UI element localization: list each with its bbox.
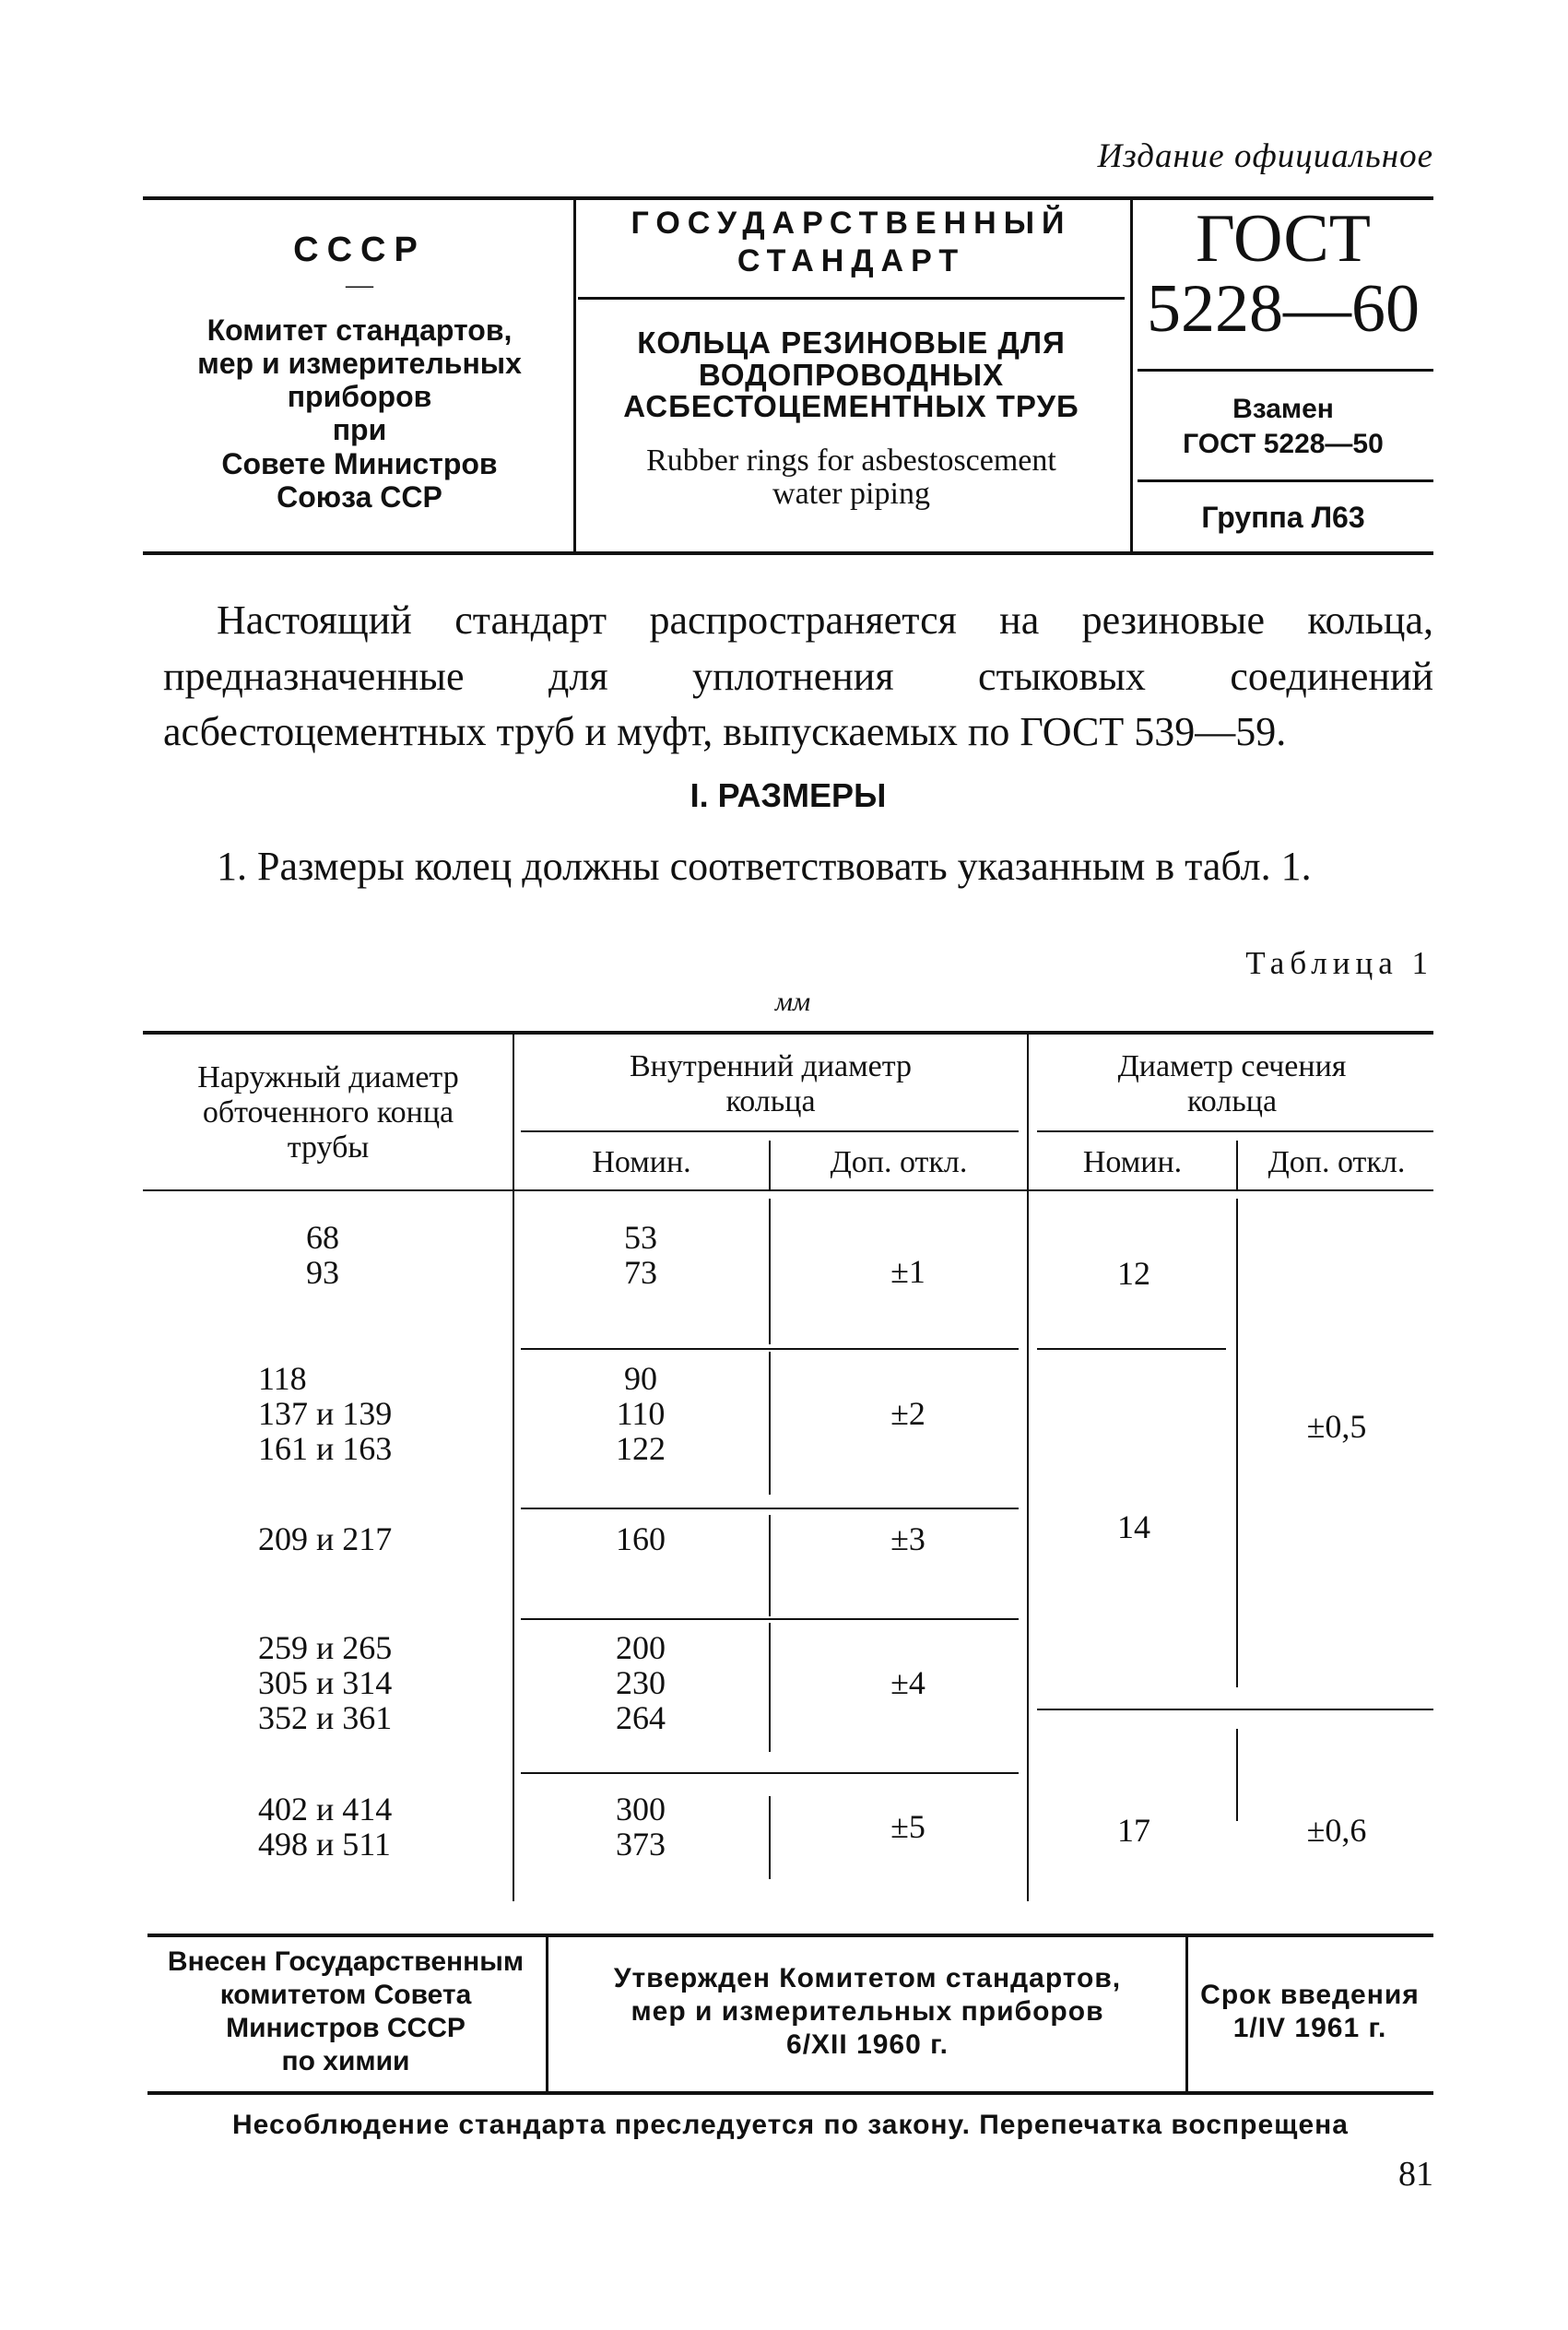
table-cell-inner-nom: 200 230 264	[616, 1629, 666, 1737]
th-outer-diameter: Наружный диаметр обточенного конца трубы	[197, 1060, 459, 1165]
col-divider-inner-sub-head	[769, 1141, 771, 1189]
section-title: I. РАЗМЕРЫ	[690, 776, 887, 814]
th-inner-diameter: Внутренний диаметр кольца	[630, 1049, 912, 1119]
header-right-rule-1	[1138, 369, 1433, 372]
section-sep-1	[1037, 1348, 1226, 1350]
gost-label: ГОСТ	[1196, 201, 1371, 277]
header-middle-rule	[578, 297, 1125, 300]
replaces-label: Взамен ГОСТ 5228—50	[1183, 394, 1384, 459]
header-body-rule	[143, 1189, 1433, 1191]
col-divider-outer	[513, 1035, 514, 1901]
table-cell-section-tol: ±0,5	[1306, 1408, 1367, 1445]
header-bottom-rule	[143, 551, 1433, 555]
standard-title: КОЛЬЦА РЕЗИНОВЫЕ ДЛЯ ВОДОПРОВОДНЫХ АСБЕСТОЦЕМЕНТНЫХ ТРУБ	[623, 325, 1079, 424]
table-cell-section-nom: 14	[1117, 1508, 1150, 1545]
section-sep-2	[1037, 1709, 1433, 1710]
footer-approved: Утвержден Комитетом стандартов, мер и измерительных приборов 6/XII 1960 г.	[613, 1963, 1122, 2060]
footer-effective: Срок введения 1/IV 1961 г.	[1200, 1980, 1420, 2043]
table-cell-inner-nom: 300 373	[616, 1791, 666, 1863]
legal-notice: Несоблюдение стандарта преследуется по закону. Перепечатка воспрещена	[232, 2110, 1349, 2140]
table-cell-section-nom: 17	[1117, 1812, 1150, 1849]
standard-kind: ГОСУДАРСТВЕННЫЙ СТАНДАРТ	[631, 206, 1072, 278]
page-number: 81	[1398, 2155, 1433, 2194]
inner-tol-line-1	[769, 1199, 771, 1344]
row-sep-2	[521, 1508, 1019, 1509]
th-inner-tol: Доп. откл.	[830, 1145, 968, 1179]
inner-tol-line-2	[769, 1352, 771, 1495]
table-cell-inner-tol: ±1	[890, 1253, 925, 1290]
table-caption: Таблица 1	[1245, 945, 1433, 981]
th-section-tol: Доп. откл.	[1267, 1145, 1406, 1179]
inner-tol-line-3	[769, 1515, 771, 1616]
standard-title-en: Rubber rings for asbestoscement water piping	[646, 444, 1056, 511]
table-cell-inner-tol: ±4	[890, 1664, 925, 1701]
table-cell-section-nom: 12	[1117, 1255, 1150, 1292]
country-dash: —	[346, 269, 373, 300]
row-sep-3	[521, 1618, 1019, 1620]
col-divider-section-sub-head	[1236, 1141, 1238, 1189]
table-cell-outer: 259 и 265 305 и 314 352 и 361	[258, 1629, 393, 1737]
table-cell-section-tol: ±0,6	[1306, 1812, 1367, 1849]
footer-introduced: Внесен Государственным комитетом Совета Министров СССР по химии	[167, 1946, 525, 2076]
header-top-rule	[143, 196, 1433, 200]
table-cell-inner-tol: ±2	[890, 1395, 925, 1432]
inner-tol-line-5	[769, 1796, 771, 1879]
edition-note: Издание официальное	[1097, 137, 1433, 175]
section-header-rule	[1037, 1130, 1433, 1132]
footer-divider-1	[546, 1937, 548, 2091]
table-cell-outer: 68 93	[306, 1219, 339, 1292]
table-cell-outer: 209 и 217	[258, 1520, 393, 1557]
table-cell-inner-nom: 90 110 122	[616, 1360, 666, 1468]
table-cell-inner-tol: ±5	[890, 1808, 925, 1845]
section-tol-line-1	[1236, 1199, 1238, 1687]
footer-divider-2	[1185, 1937, 1188, 2091]
inner-tol-line-4	[769, 1623, 771, 1752]
clause-1: 1. Размеры колец должны соответствовать указанным в табл. 1.	[217, 844, 1312, 889]
th-section-diameter: Диаметр сечения кольца	[1117, 1049, 1347, 1119]
table-cell-outer: 402 и 414 498 и 511	[258, 1791, 393, 1863]
header-right-rule-2	[1138, 479, 1433, 482]
group-label: Группа Л63	[1201, 501, 1365, 534]
table-top-rule	[143, 1031, 1433, 1035]
header-divider-1	[573, 196, 576, 553]
country-label: СССР	[293, 231, 426, 269]
table-cell-inner-nom: 53 73	[624, 1219, 657, 1292]
footer-bottom-rule	[147, 2091, 1433, 2095]
footer-top-rule	[147, 1934, 1433, 1937]
col-divider-inner-section	[1027, 1035, 1029, 1901]
row-sep-1	[521, 1348, 1019, 1350]
authority-label: Комитет стандартов, мер и измерительных приборов при Совете Министров Союза ССР	[197, 313, 522, 514]
table-cell-inner-nom: 160	[616, 1520, 666, 1557]
inner-header-rule	[521, 1130, 1019, 1132]
gost-number: 5228—60	[1147, 271, 1420, 347]
table-cell-outer: 118 137 и 139 161 и 163	[258, 1360, 393, 1468]
th-inner-nom: Номин.	[592, 1145, 691, 1179]
table-cell-inner-tol: ±3	[890, 1520, 925, 1557]
table-unit: мм	[774, 987, 811, 1017]
intro-paragraph: Настоящий стандарт распространяется на резиновые кольца, предназначенные для уплотнения стыковых соединений асбестоцементных труб и муфт, выпускаемых по ГОСТ 539—59.	[163, 597, 1433, 755]
row-sep-4	[521, 1772, 1019, 1774]
section-tol-line-2	[1236, 1729, 1238, 1821]
th-section-nom: Номин.	[1082, 1145, 1183, 1179]
